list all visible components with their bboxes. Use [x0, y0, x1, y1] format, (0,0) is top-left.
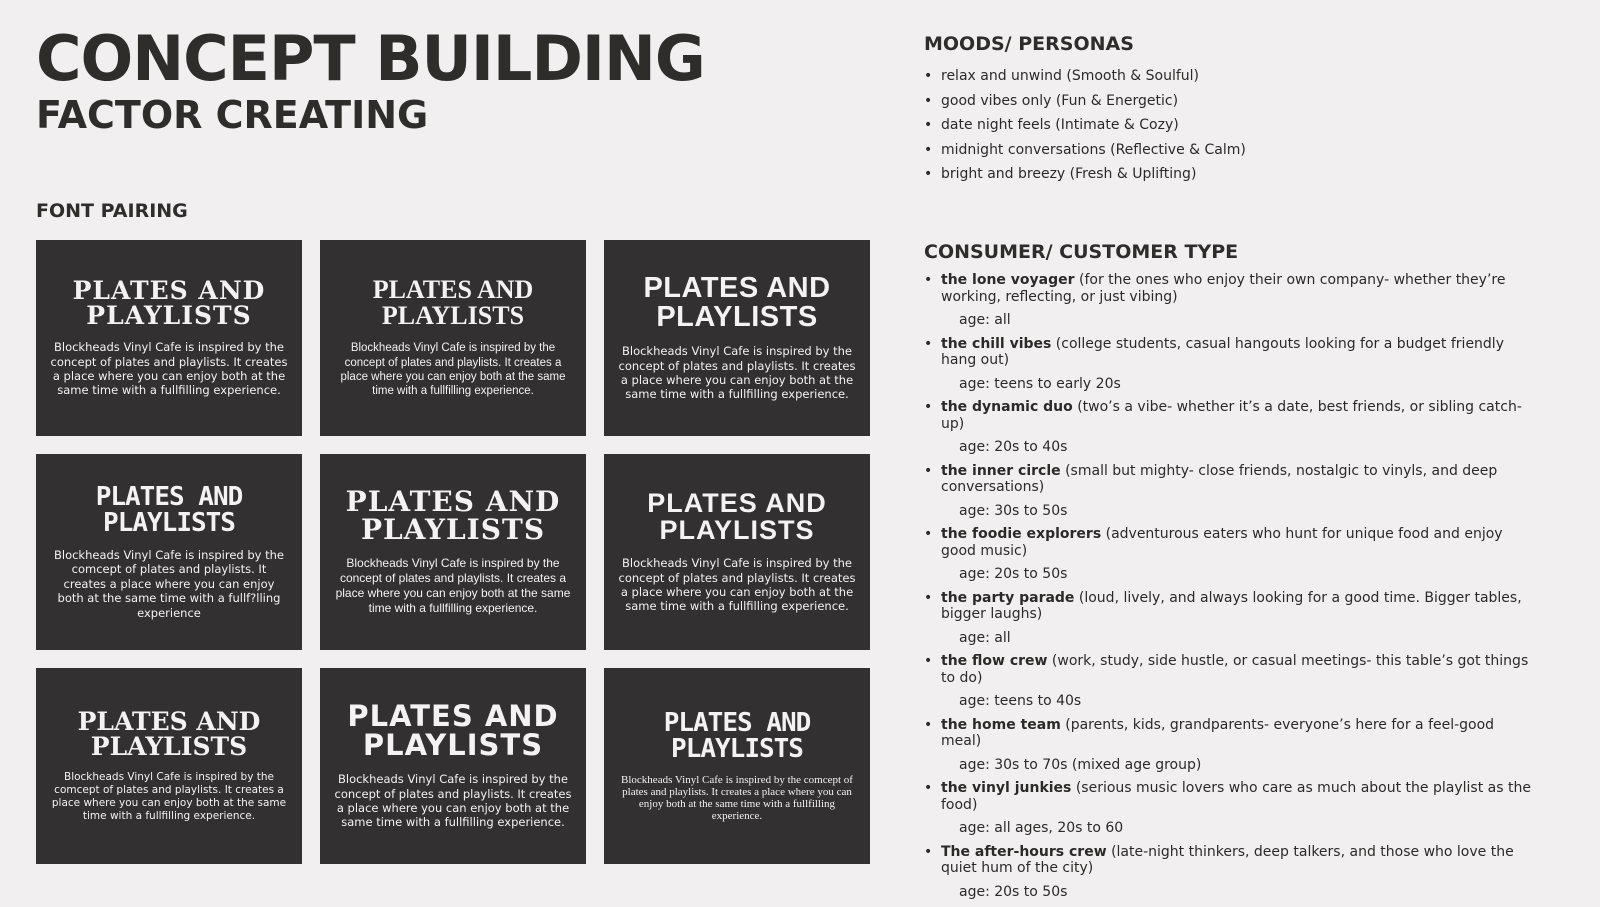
font-sample-card: [36, 454, 302, 650]
moods-list: [924, 64, 1246, 187]
font-sample-card: [320, 240, 586, 436]
card-title: PLATES AND PLAYLISTS: [72, 276, 266, 331]
consumer-age: age: 30s to 50s: [959, 502, 1068, 519]
consumer-age: age: teens to early 20s: [959, 375, 1121, 392]
font-sample-card: [604, 668, 870, 864]
list-item: [924, 844, 1534, 901]
consumer-name: the lone voyager: [941, 272, 1075, 288]
consumer-name: The after-hours crew: [941, 843, 1107, 860]
font-sample-card: [36, 668, 302, 864]
consumer-name: the home team: [941, 716, 1061, 733]
card-title: PLATES AND PLAYLISTS: [643, 272, 831, 334]
consumer-age: age: teens to 40s: [959, 693, 1082, 709]
list-item: [924, 653, 1534, 710]
consumer-name: the foodie explorers: [941, 526, 1102, 542]
consumer-desc: (adventurous eaters who hunt for unique food and enjoy good music): [941, 526, 1503, 559]
font-pairing-heading: FONT PAIRING: [36, 200, 188, 222]
card-title: PLATES AND PLAYLISTS: [347, 699, 559, 763]
page-subtitle: FACTOR CREATING: [36, 93, 429, 137]
card-body: Blockheads Vinyl Cafe is inspired by the comcept of plates and playlists. It creates a place where you can enjoy both at the same time with a fullfilling experience.: [51, 770, 287, 823]
card-body: Blockheads Vinyl Cafe is inspired by the comcept of plates and playlists. It creates a place where you can enjoy both at the same time with a fullfilling experience.: [621, 773, 853, 823]
font-pairing-grid: [36, 240, 870, 864]
card-body: Blockheads Vinyl Cafe is inspired by the concept of plates and playlists. It creates a place where you can enjoy both at the same time with a fullfilling experience.: [50, 340, 288, 398]
list-item: [924, 399, 1534, 456]
font-sample-card: [604, 454, 870, 650]
list-item: [924, 463, 1534, 520]
consumer-desc: (two’s a vibe- whether it’s a date, best friends, or sibling catch-up): [941, 399, 1522, 432]
card-body: Blockheads Vinyl Cafe is inspired by the concept of plates and playlists. It creates a place where you can enjoy both at the same time with a fullfilling experience.: [335, 556, 571, 615]
list-item: • midnight conversations (Reflective & Calm): [924, 138, 1246, 163]
list-item: [924, 780, 1534, 837]
consumer-age: age: all ages, 20s to 60: [959, 820, 1124, 836]
consumer-type-heading: CONSUMER/ CUSTOMER TYPE: [924, 241, 1239, 263]
list-item: • good vibes only (Fun & Energetic): [924, 89, 1246, 114]
consumer-desc: (work, study, side hustle, or casual meetings- this table’s got things to do): [941, 653, 1529, 686]
consumer-age: age: 20s to 50s: [959, 566, 1068, 582]
list-item: • date night feels (Intimate & Cozy): [924, 113, 1246, 138]
list-item: [924, 526, 1534, 583]
consumer-list: [924, 272, 1534, 907]
consumer-name: the vinyl junkies: [941, 780, 1072, 796]
list-item: [924, 272, 1534, 329]
consumer-age: age: 20s to 40s: [959, 439, 1068, 455]
card-body: Blockheads Vinyl Cafe is inspired by the concept of plates and playlists. It creates a place where you can enjoy both at the same time with a fullfilling experience.: [618, 556, 856, 614]
consumer-age: age: 30s to 70s (mixed age group): [959, 756, 1202, 773]
list-item: [924, 717, 1534, 774]
consumer-name: the chill vibes: [941, 335, 1052, 352]
card-body: Blockheads Vinyl Cafe is inspired by the concept of plates and playlists. It creates a place where you can enjoy both at the same time with a fullfilling experience.: [340, 342, 566, 398]
consumer-desc: (small but mighty- close friends, nostalgic to vinyls, and deep conversations): [941, 462, 1498, 495]
font-sample-card: [604, 240, 870, 436]
list-item: [924, 590, 1534, 647]
card-title: PLATES AND PLAYLISTS: [647, 488, 827, 546]
consumer-age: age: 20s to 50s: [959, 883, 1068, 900]
consumer-name: the flow crew: [941, 653, 1048, 669]
list-item: • bright and breezy (Fresh & Uplifting): [924, 162, 1246, 187]
card-title: PLATES AND PLAYLISTS: [77, 706, 261, 761]
consumer-desc: (parents, kids, grandparents- everyone’s here for a feel-good meal): [941, 716, 1495, 749]
page-title: CONCEPT BUILDING: [36, 22, 705, 95]
moods-heading: MOODS/ PERSONAS: [924, 33, 1134, 55]
consumer-age: age: all: [959, 312, 1011, 328]
list-item: • relax and unwind (Smooth & Soulful): [924, 64, 1246, 89]
card-title: PLATES AND PLAYLISTS: [663, 707, 811, 764]
card-body: Blockheads Vinyl Cafe is inspired by the concept of plates and playlists. It creates a place where you can enjoy both at the same time with a fullfilling experience.: [334, 772, 572, 830]
card-body: Blockheads Vinyl Cafe is inspired by the concept of plates and playlists. It creates a place where you can enjoy both at the same time with a fullfilling experience.: [618, 344, 856, 402]
font-sample-card: [320, 454, 586, 650]
consumer-desc: (for the ones who enjoy their own company- whether they’re working, reflecting, or just vibing): [941, 272, 1506, 305]
consumer-name: the party parade: [941, 589, 1075, 606]
consumer-name: the inner circle: [941, 462, 1061, 479]
consumer-desc: (college students, casual hangouts looking for a budget friendly hang out): [941, 335, 1504, 368]
font-sample-card: [36, 240, 302, 436]
consumer-desc: (loud, lively, and always looking for a good time. Bigger tables, bigger laughs): [941, 589, 1522, 622]
consumer-age: age: all: [959, 629, 1011, 646]
list-item: [924, 336, 1534, 393]
consumer-desc: (serious music lovers who care as much about the playlist as the food): [941, 780, 1531, 813]
card-title: PLATES AND PLAYLISTS: [372, 275, 534, 331]
font-sample-card: [320, 668, 586, 864]
consumer-desc: (late-night thinkers, deep talkers, and those who love the quiet hum of the city): [941, 843, 1514, 876]
card-body: Blockheads Vinyl Cafe is inspired by the comcept of plates and playlists. It creates a place where you can enjoy both at the same time with a fullf?lling experience: [53, 548, 285, 620]
card-title: PLATES AND PLAYLISTS: [345, 485, 561, 546]
consumer-name: the dynamic duo: [941, 399, 1073, 415]
card-title: PLATES AND PLAYLISTS: [95, 482, 243, 539]
